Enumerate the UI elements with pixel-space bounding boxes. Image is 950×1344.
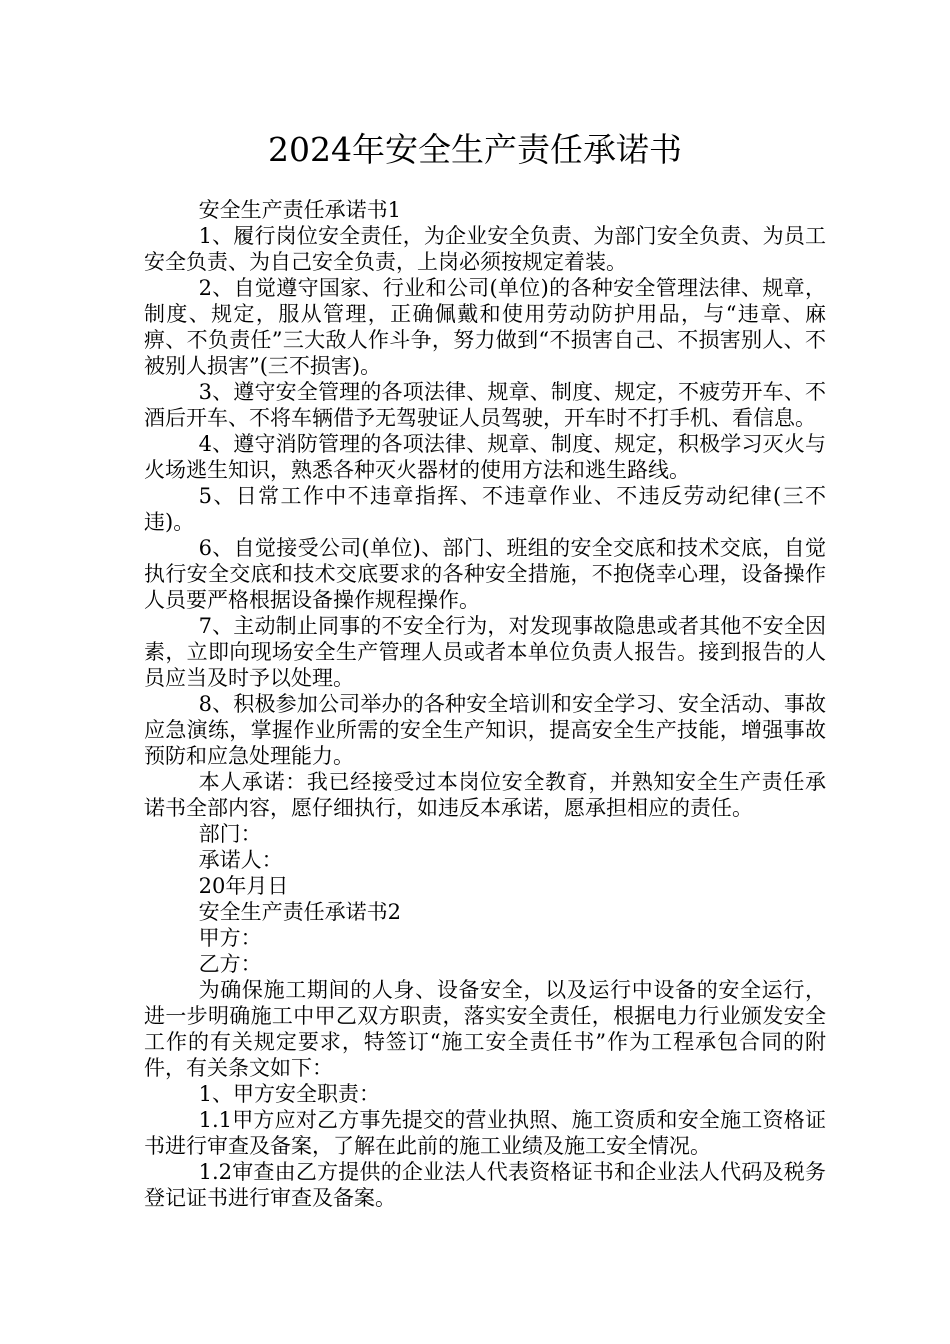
document-title: 2024年安全生产责任承诺书 — [268, 130, 682, 169]
section-heading-2: 安全生产责任承诺书2 — [198, 900, 401, 924]
clause-1-2: 1.2审查由乙方提供的企业法人代表资格证书和企业法人代码及税务登记证书进行审查及备案。 — [144, 1160, 826, 1210]
pledge-statement: 本人承诺：我已经接受过本岗位安全教育，并熟知安全生产责任承诺书全部内容，愿仔细执行，如违反本承诺，愿承担相应的责任。 — [144, 770, 826, 820]
paragraph-item-5: 5、日常工作中不违章指挥、不违章作业、不违反劳动纪律(三不违)。 — [144, 484, 826, 534]
date-line: 20年月日 — [198, 874, 289, 898]
paragraph-item-8: 8、积极参加公司举办的各种安全培训和安全学习、安全活动、事故应急演练，掌握作业所需的安全生产知识，提高安全生产技能，增强事故预防和应急处理能力。 — [144, 692, 826, 768]
paragraph-item-2: 2、自觉遵守国家、行业和公司(单位)的各种安全管理法律、规章，制度、规定，服从管理，正确佩戴和使用劳动防护用品，与“违章、麻痹、不负责任”三大敌人作斗争，努力做到“不损害自己、不损害别人、不被别人损害”(三不损害)。 — [144, 276, 826, 378]
paragraph-item-7: 7、主动制止同事的不安全行为，对发现事故隐患或者其他不安全因素，立即向现场安全生产管理人员或者本单位负责人报告。接到报告的人员应当及时予以处理。 — [144, 614, 826, 690]
paragraph-item-6: 6、自觉接受公司(单位)、部门、班组的安全交底和技术交底，自觉执行安全交底和技术交底要求的各种安全措施，不抱侥幸心理，设备操作人员要严格根据设备操作规程操作。 — [144, 536, 826, 612]
paragraph-item-4: 4、遵守消防管理的各项法律、规章、制度、规定，积极学习灭火与火场逃生知识，熟悉各种灭火器材的使用方法和逃生路线。 — [144, 432, 826, 482]
section-heading-1: 安全生产责任承诺书1 — [198, 198, 401, 222]
party-b-line: 乙方： — [198, 952, 262, 976]
paragraph-item-1: 1、履行岗位安全责任，为企业安全负责、为部门安全负责、为员工安全负责、为自己安全负责，上岗必须按规定着装。 — [144, 224, 826, 274]
party-a-duties-heading: 1、甲方安全职责： — [198, 1082, 380, 1106]
pledger-line: 承诺人： — [198, 848, 283, 872]
document-body — [144, 197, 826, 1211]
clause-1-1: 1.1甲方应对乙方事先提交的营业执照、施工资质和安全施工资格证书进行审查及备案，了解在此前的施工业绩及施工安全情况。 — [144, 1108, 826, 1158]
department-line: 部门： — [198, 822, 262, 846]
intro-paragraph: 为确保施工期间的人身、设备安全，以及运行中设备的安全运行，进一步明确施工中甲乙双方职责，落实安全责任，根据电力行业颁发安全工作的有关规定要求，特签订“施工安全责任书”作为工程承包合同的附件，有关条文如下： — [144, 978, 826, 1080]
paragraph-item-3: 3、遵守安全管理的各项法律、规章、制度、规定，不疲劳开车、不酒后开车、不将车辆借予无驾驶证人员驾驶，开车时不打手机、看信息。 — [144, 380, 826, 430]
party-a-line: 甲方： — [198, 926, 262, 950]
